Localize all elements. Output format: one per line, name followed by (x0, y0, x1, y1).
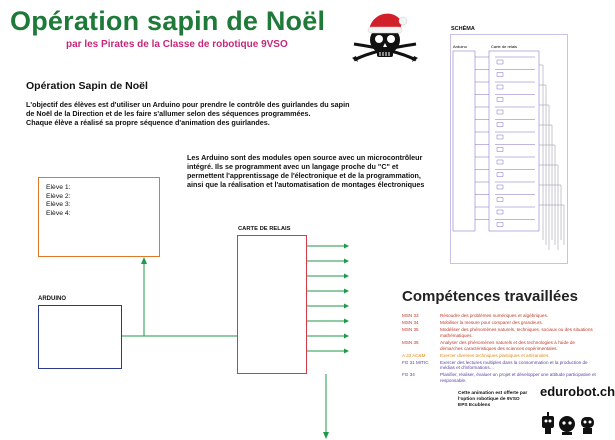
footer-note-line: Cette animation est offerte par (458, 391, 528, 396)
student-line: Elève 4: (46, 209, 71, 217)
schema-output-wire (539, 125, 552, 240)
competence-item (402, 340, 597, 352)
schema-output-wire (539, 65, 543, 240)
page-subtitle: par les Pirates de la Classe de robotique 9VSO (66, 39, 288, 50)
competence-code: MSN 35 (402, 326, 419, 332)
footer-note-line: l'option robotique de 9VSO (458, 397, 520, 402)
competence-text: Exercer des lectures multiples dans la consommation et la production de médias et d'informations… (440, 359, 588, 371)
schema-wire (475, 107, 535, 114)
competence-text: Planifier, réaliser, évaluer un projet et développer une attitude participative et responsable. (440, 372, 596, 384)
student-line: Elève 2: (46, 192, 71, 200)
competence-code: A 33 AC&M (402, 352, 426, 358)
arrow-head-icon (344, 259, 349, 264)
arduino-desc-line: Les Arduino sont des modules open source avec un microcontrôleur (187, 153, 423, 162)
competence-item (402, 313, 597, 319)
schema-wire (475, 145, 535, 152)
schema-wire (475, 207, 535, 214)
schema-wire (475, 82, 535, 89)
arrow-head-icon (344, 289, 349, 294)
competences-title: Compétences travaillées (402, 288, 578, 305)
page-title: Opération sapin de Noël (10, 6, 326, 36)
robot-icon (581, 417, 594, 434)
wire-arduino-to-relay (122, 262, 144, 336)
competence-code: FG 31 MITIC (402, 359, 429, 365)
competence-item (402, 327, 597, 339)
edurobot-brand: edurobot.ch (540, 384, 615, 399)
arrow-head-icon (344, 319, 349, 324)
competence-item (402, 353, 597, 359)
arrow-head-icon (141, 257, 147, 264)
arrow-head-icon (344, 349, 349, 354)
robot-icon (542, 412, 554, 434)
arduino-desc-line: permettent l'apprentissage de l'électronique et de la programmation, (187, 171, 421, 180)
robot-icon (559, 416, 575, 435)
arrow-head-icon (344, 244, 349, 249)
intro-line: de Noël de la Direction et de les faire s'allumer selon des séquences programmées. (26, 109, 311, 118)
schema-col-relais: Carte de relais (491, 44, 518, 49)
schema-wire (475, 170, 535, 177)
schema-wire (475, 157, 535, 164)
schema-wire (475, 70, 535, 77)
intro-line: L'objectif des élèves est d'utiliser un Arduino pour prendre le contrôle des guirlandes du sapin (26, 100, 350, 109)
schema-wire (475, 95, 535, 102)
intro-line: Chaque élève a réalisé sa propre séquence d'animation des guirlandes. (26, 118, 270, 127)
arrow-head-icon (344, 274, 349, 279)
arrow-head-icon (323, 432, 329, 439)
schema-wire (475, 120, 535, 127)
schema-wire (475, 182, 535, 189)
footer-note (458, 391, 538, 409)
schema-label: SCHÉMA (451, 26, 475, 32)
schema-drawing (451, 35, 569, 265)
robot-icons (540, 408, 598, 438)
arduino-desc-line: ainsi que la réalisation et l'automatisation de montages électroniques (187, 180, 425, 189)
competence-item (402, 320, 597, 326)
footer-note-line: EPS Ecublens (458, 403, 491, 408)
competences-list (402, 313, 597, 385)
competence-code: MSN 33 (402, 313, 419, 318)
student-line: Elève 1: (46, 184, 71, 191)
competence-text: Exercer diverses techniques plastiques et artisanales. (440, 352, 550, 358)
schema-wire (475, 195, 535, 202)
schema-output-wire (539, 105, 549, 250)
competence-text: Mobiliser la mesure pour comparer des grandeurs. (440, 319, 543, 325)
competence-code: FG 34 (402, 372, 415, 378)
arduino-label: ARDUINO (38, 296, 66, 302)
schema-wire (475, 220, 535, 227)
competence-item (402, 360, 597, 372)
competence-item (402, 372, 597, 384)
competence-code: MSN 34 (402, 319, 419, 325)
competence-code: MSN 36 (402, 339, 419, 345)
schema-col-arduino: Arduino (453, 44, 467, 49)
competence-text: Analyser des phénomènes naturels et des technologies à l'aide de démarches caractéristiques des sciences expérimentales. (440, 339, 575, 351)
arduino-desc-line: intégré. Ils se programment avec un langage proche du "C" et (187, 162, 399, 171)
section-title: Opération Sapin de Noël (26, 80, 148, 92)
schema-output-wire (539, 145, 555, 245)
competence-text: Modéliser des phénomènes naturels, techniques, sociaux ou des situations mathématiques. (440, 326, 593, 338)
relay-label: CARTE DE RELAIS (238, 226, 291, 232)
schema-wire (475, 132, 535, 139)
schema-wire (475, 57, 535, 64)
schema-output-wire (539, 185, 561, 240)
competence-text: Résoudre des problèmes numériques et algébriques. (440, 313, 549, 318)
arrow-head-icon (344, 304, 349, 309)
student-line: Elève 3: (46, 201, 71, 209)
arrow-head-icon (344, 334, 349, 339)
schema-panel (450, 34, 568, 264)
